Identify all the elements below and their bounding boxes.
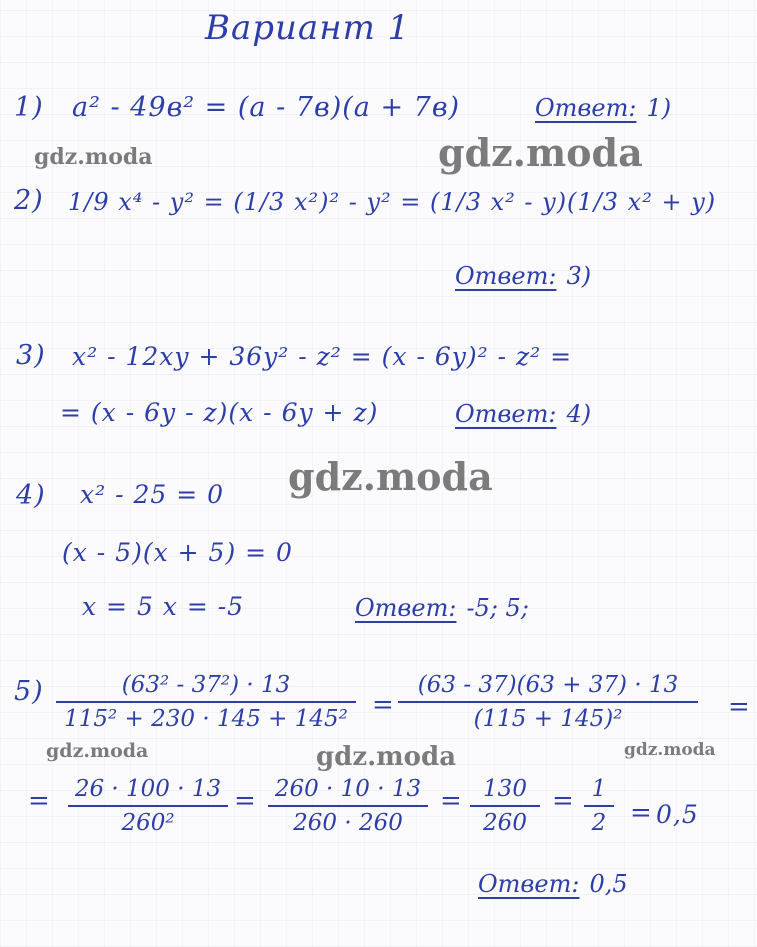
answer-value: 3): [566, 262, 592, 290]
problem-4-line-3: x = 5 x = -5: [82, 592, 245, 621]
equals-sign: =: [728, 692, 750, 722]
fraction-bar: [68, 805, 228, 807]
problem-5-fraction-5: [470, 776, 540, 836]
answer-value: 1): [646, 94, 672, 122]
equals-sign: =: [28, 786, 50, 816]
problem-5-result: 0,5: [656, 800, 699, 829]
problem-4-line-2: (x - 5)(x + 5) = 0: [62, 538, 293, 567]
fraction-denominator: 115² + 230 · 145 + 145²: [64, 706, 348, 732]
problem-4-line-1: x² - 25 = 0: [80, 480, 225, 509]
fraction-numerator: 1: [591, 776, 607, 802]
problem-2-line: 1/9 x⁴ - y² = (1/3 x²)² - y² = (1/3 x² - y)(1/3 x² + y): [68, 188, 717, 216]
answer-label: Ответ:: [535, 94, 637, 122]
fraction-bar: [470, 805, 540, 807]
fraction-numerator: (63² - 37²) · 13: [121, 672, 291, 698]
fraction-denominator: 260 · 260: [293, 810, 403, 836]
equals-sign: =: [440, 786, 462, 816]
fraction-numerator: (63 - 37)(63 + 37) · 13: [417, 672, 679, 698]
answer-label: Ответ:: [455, 262, 557, 290]
watermark: gdz.moda: [438, 130, 643, 175]
fraction-bar: [398, 701, 698, 703]
fraction-denominator: 2: [591, 810, 607, 836]
fraction-denominator: (115 + 145)²: [473, 706, 623, 732]
problem-1-answer: [535, 94, 671, 122]
problem-1-line: a² - 49в² = (a - 7в)(a + 7в): [72, 92, 461, 123]
problem-3-answer: [455, 400, 591, 428]
watermark: gdz.moda: [316, 742, 457, 772]
page-title: Вариант 1: [205, 8, 411, 48]
equals-sign: =: [552, 786, 574, 816]
answer-value: -5; 5;: [466, 594, 529, 622]
fraction-numerator: 260 · 10 · 13: [274, 776, 422, 802]
problem-3-line-2: = (x - 6y - z)(x - 6y + z): [60, 398, 379, 427]
problem-5-number: 5): [14, 676, 44, 707]
watermark: gdz.moda: [288, 454, 493, 499]
equals-sign: =: [630, 798, 652, 828]
problem-5-fraction-6: [584, 776, 614, 836]
equals-sign: =: [234, 786, 256, 816]
problem-2-number: 2): [14, 185, 44, 216]
watermark: gdz.moda: [624, 740, 716, 760]
problem-4-answer: [355, 594, 529, 622]
problem-3-number: 3): [16, 340, 46, 371]
problem-1-number: 1): [14, 92, 44, 123]
fraction-bar: [268, 805, 428, 807]
problem-5-fraction-4: [268, 776, 428, 836]
problem-4-number: 4): [16, 480, 46, 511]
problem-3-line-1: x² - 12xy + 36y² - z² = (x - 6y)² - z² =: [72, 342, 573, 371]
problem-5-answer: [478, 870, 628, 898]
fraction-denominator: 260²: [121, 810, 175, 836]
fraction-numerator: 130: [483, 776, 527, 802]
fraction-bar: [56, 701, 356, 703]
problem-5-fraction-3: [68, 776, 228, 836]
answer-label: Ответ:: [455, 400, 557, 428]
watermark: gdz.moda: [34, 144, 153, 170]
equals-sign: =: [372, 690, 394, 720]
answer-label: Ответ:: [355, 594, 457, 622]
fraction-numerator: 26 · 100 · 13: [74, 776, 222, 802]
watermark: gdz.moda: [46, 740, 149, 762]
fraction-denominator: 260: [483, 810, 527, 836]
answer-value: 0,5: [589, 870, 628, 898]
fraction-bar: [584, 805, 614, 807]
answer-value: 4): [566, 400, 592, 428]
answer-label: Ответ:: [478, 870, 580, 898]
problem-5-fraction-1: [56, 672, 356, 732]
problem-5-fraction-2: [398, 672, 698, 732]
problem-2-answer: [455, 262, 591, 290]
